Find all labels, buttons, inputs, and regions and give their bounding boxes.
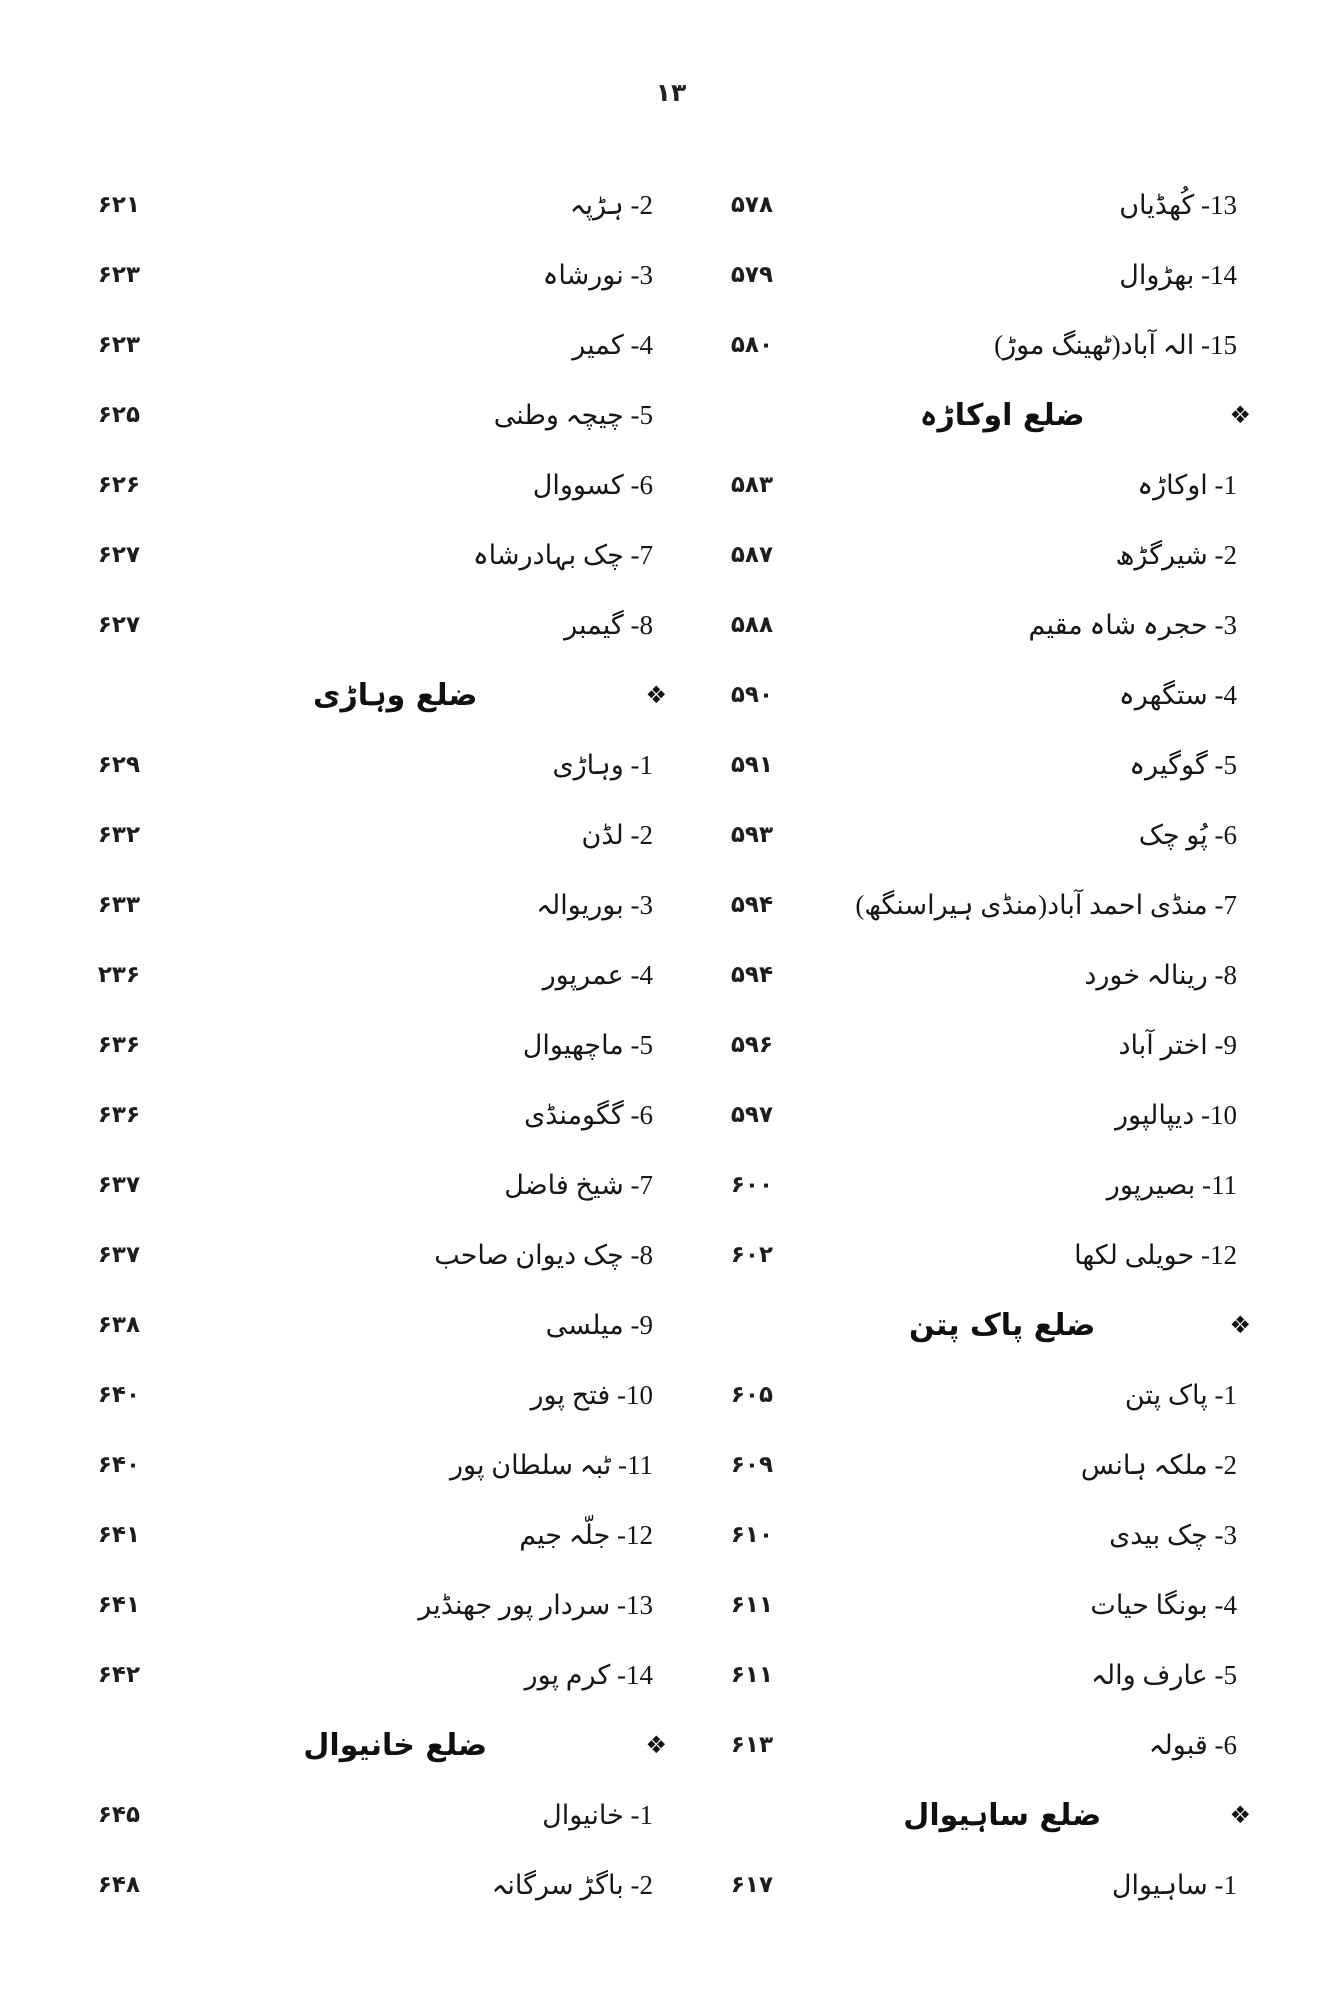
toc-entry-label: 3- حجرہ شاہ مقیم	[1028, 609, 1237, 640]
toc-row	[0, 1500, 1342, 1570]
toc-row	[0, 450, 1342, 520]
toc-entry-label: 10- فتح پور	[530, 1379, 653, 1410]
left-page-cell	[60, 1010, 140, 1080]
toc-entry-label: 5- گوگیرہ	[1129, 749, 1237, 780]
toc-entry-label: 5- عارف والہ	[1091, 1659, 1237, 1690]
toc-entry-page-number: ۶۲۷	[97, 612, 140, 638]
toc-entry-label: 5- ماچھیوال	[522, 1029, 653, 1060]
toc-entry-label: 5- چیچہ وطنی	[493, 399, 653, 430]
toc-entry-label: 2- ہڑپہ	[569, 189, 653, 220]
right-page-cell	[655, 800, 773, 870]
left-page-cell	[60, 660, 140, 730]
district-heading-row	[775, 397, 1251, 433]
toc-entry-label: 14- کرم پور	[524, 1659, 653, 1690]
toc-entry-page-number: ۶۴۵	[97, 1802, 140, 1828]
left-page-cell	[60, 870, 140, 940]
toc-entry-page-number: ۵۹۴	[730, 892, 773, 918]
right-page-cell	[655, 1220, 773, 1290]
toc-entry-page-number: ۶۲۳	[97, 262, 140, 288]
right-entry-cell	[775, 1220, 1237, 1290]
toc-entry-page-number: ۶۰۰	[730, 1172, 773, 1198]
toc-entry-page-number: ۵۹۴	[730, 962, 773, 988]
toc-entry-label: 9- اختر آباد	[1118, 1029, 1237, 1060]
left-entry-cell	[145, 1080, 653, 1150]
toc-entry-page-number: ۶۰۵	[730, 1382, 773, 1408]
left-entry-cell	[145, 1150, 653, 1220]
toc-entry-label: 2- لڈن	[581, 819, 653, 850]
right-page-cell	[655, 870, 773, 940]
left-entry-cell	[145, 660, 667, 730]
toc-entry-label: 8- گیمبر	[564, 609, 653, 640]
toc-entry-label: 12- حویلی لکھا	[1074, 1239, 1237, 1270]
left-page-cell	[60, 590, 140, 660]
right-entry-cell	[775, 1010, 1237, 1080]
left-page-cell	[60, 240, 140, 310]
left-entry-cell	[145, 800, 653, 870]
right-entry-cell	[775, 1080, 1237, 1150]
left-entry-cell	[145, 940, 653, 1010]
toc-entry-label: 1- خانیوال	[542, 1799, 653, 1830]
left-page-cell	[60, 450, 140, 520]
left-entry-cell	[145, 240, 653, 310]
right-entry-cell	[775, 1500, 1237, 1570]
left-entry-cell	[145, 310, 653, 380]
right-page-cell	[655, 450, 773, 520]
toc-entry-page-number: ۶۳۳	[97, 892, 140, 918]
left-page-cell	[60, 800, 140, 870]
right-page-cell	[655, 1640, 773, 1710]
right-entry-cell	[775, 870, 1237, 940]
left-page-cell	[60, 730, 140, 800]
toc-entry-page-number: ۵۹۶	[730, 1032, 773, 1058]
toc-row	[0, 1640, 1342, 1710]
left-page-cell	[60, 1500, 140, 1570]
left-page-cell	[60, 1360, 140, 1430]
left-entry-cell	[145, 170, 653, 240]
toc-entry-page-number: ۶۱۳	[730, 1732, 773, 1758]
toc-entry-label: 2- باگڑ سرگانہ	[491, 1869, 653, 1900]
toc-entry-label: 2- شیرگڑھ	[1115, 539, 1237, 570]
toc-entry-label: 1- اوکاڑہ	[1137, 469, 1237, 500]
toc-entry-page-number: ۶۰۲	[730, 1242, 773, 1268]
toc-entry-page-number: ۶۳۸	[97, 1312, 140, 1338]
left-entry-cell	[145, 1360, 653, 1430]
right-entry-cell	[775, 1430, 1237, 1500]
toc-entry-page-number: ۵۸۰	[730, 332, 773, 358]
toc-entry-label: 11- ٹبہ سلطان پور	[450, 1449, 653, 1480]
left-entry-cell	[145, 1570, 653, 1640]
right-entry-cell	[775, 1780, 1251, 1850]
toc-row	[0, 590, 1342, 660]
toc-row	[0, 240, 1342, 310]
toc-entry-page-number: ۵۸۷	[730, 542, 773, 568]
right-entry-cell	[775, 1640, 1237, 1710]
right-page-cell	[655, 380, 773, 450]
toc-entry-page-number: ۶۲۷	[97, 542, 140, 568]
toc-row	[0, 1080, 1342, 1150]
toc-entry-page-number: ۵۹۰	[730, 682, 773, 708]
right-page-cell	[655, 1080, 773, 1150]
left-page-cell	[60, 1570, 140, 1640]
right-page-cell	[655, 240, 773, 310]
toc-entry-label: 4- بونگا حیات	[1090, 1589, 1237, 1620]
left-entry-cell	[145, 1710, 667, 1780]
left-page-cell	[60, 1220, 140, 1290]
right-entry-cell	[775, 940, 1237, 1010]
left-page-cell	[60, 1640, 140, 1710]
toc-entry-page-number: ۵۷۸	[730, 192, 773, 218]
toc-entry-page-number: ۶۴۱	[97, 1522, 140, 1548]
right-page-cell	[655, 1780, 773, 1850]
right-page-cell	[655, 1150, 773, 1220]
toc-entry-page-number: ۶۳۶	[97, 1032, 140, 1058]
left-entry-cell	[145, 1430, 653, 1500]
toc-entry-page-number: ۶۴۸	[97, 1872, 140, 1898]
district-heading: ضلع ساہیوال	[903, 1797, 1102, 1833]
toc-entry-page-number: ۶۲۳	[97, 332, 140, 358]
left-page-cell	[60, 1780, 140, 1850]
right-entry-cell	[775, 660, 1237, 730]
toc-entry-page-number: ۶۲۶	[97, 472, 140, 498]
right-page-cell	[655, 520, 773, 590]
toc-entry-label: 4- ستگھرہ	[1118, 679, 1237, 710]
toc-entry-label: 3- چک بیدی	[1109, 1519, 1237, 1550]
page-number: ۱۳	[655, 78, 687, 107]
left-entry-cell	[145, 1010, 653, 1080]
toc-row	[0, 1570, 1342, 1640]
right-page-cell	[655, 1710, 773, 1780]
toc-entry-label: 3- بوریوالہ	[536, 889, 653, 920]
left-entry-cell	[145, 1640, 653, 1710]
left-page-cell	[60, 1850, 140, 1920]
toc-entry-page-number: ۶۴۱	[97, 1592, 140, 1618]
right-entry-cell	[775, 590, 1237, 660]
toc-entry-label: 4- عمرپور	[542, 959, 653, 990]
right-page-cell	[655, 170, 773, 240]
left-entry-cell	[145, 1850, 653, 1920]
toc-entry-page-number: ۶۱۰	[730, 1522, 773, 1548]
left-entry-cell	[145, 1500, 653, 1570]
toc-entry-page-number: ۵۷۹	[730, 262, 773, 288]
toc-entry-label: 1- پاک پتن	[1124, 1379, 1237, 1410]
toc-row	[0, 1430, 1342, 1500]
right-entry-cell	[775, 240, 1237, 310]
toc-entry-page-number: ۶۲۵	[97, 402, 140, 428]
left-entry-cell	[145, 380, 653, 450]
district-heading-row	[775, 1307, 1251, 1343]
right-page-cell	[655, 1570, 773, 1640]
right-entry-cell	[775, 450, 1237, 520]
right-page-cell	[655, 1850, 773, 1920]
toc-entry-label: 7- چک بہادرشاہ	[472, 539, 653, 570]
district-heading-row	[775, 1797, 1251, 1833]
toc-entry-page-number: ۶۱۱	[730, 1592, 773, 1618]
right-entry-cell	[775, 170, 1237, 240]
toc-entry-label: 9- میلسی	[545, 1309, 653, 1340]
toc-entry-label: 7- شیخ فاضل	[504, 1169, 653, 1200]
toc-entry-label: 15- الہ آباد(ٹھینگ موڑ)	[994, 329, 1237, 360]
section-diamond-icon: ❖	[645, 681, 667, 709]
right-entry-cell	[775, 800, 1237, 870]
toc-entry-label: 4- کمیر	[572, 329, 653, 360]
right-page-cell	[655, 1360, 773, 1430]
toc-entry-page-number: ۶۳۶	[97, 1102, 140, 1128]
right-entry-cell	[775, 310, 1237, 380]
toc-entry-page-number: ۶۱۱	[730, 1662, 773, 1688]
toc-row	[0, 940, 1342, 1010]
right-entry-cell	[775, 1290, 1251, 1360]
toc-entry-page-number: ۲۳۶	[97, 962, 140, 988]
toc-entry-label: 2- ملکہ ہانس	[1080, 1449, 1237, 1480]
toc-entry-page-number: ۶۳۷	[97, 1172, 140, 1198]
toc-entry-label: 11- بصیرپور	[1106, 1169, 1237, 1200]
left-page-cell	[60, 520, 140, 590]
toc-entry-page-number: ۵۹۱	[730, 752, 773, 778]
toc-row	[0, 660, 1342, 730]
toc-entry-page-number: ۶۲۱	[97, 192, 140, 218]
toc-row	[0, 1290, 1342, 1360]
toc-entry-label: 6- کسووال	[532, 469, 653, 500]
right-entry-cell	[775, 1570, 1237, 1640]
toc-row	[0, 310, 1342, 380]
toc-entry-label: 7- منڈی احمد آباد(منڈی ہیراسنگھ)	[855, 889, 1237, 920]
left-page-cell	[60, 940, 140, 1010]
toc-entry-label: 13- کُھڈیاں	[1119, 189, 1237, 220]
right-entry-cell	[775, 1360, 1237, 1430]
toc-row	[0, 1220, 1342, 1290]
toc-row	[0, 1710, 1342, 1780]
toc-entry-label: 10- دیپالپور	[1114, 1099, 1237, 1130]
toc-entry-label: 6- گگومنڈی	[524, 1099, 653, 1130]
section-diamond-icon: ❖	[645, 1731, 667, 1759]
toc-entry-page-number: ۵۹۳	[730, 822, 773, 848]
toc-row	[0, 800, 1342, 870]
right-entry-cell	[775, 730, 1237, 800]
toc-entry-label: 8- رینالہ خورد	[1084, 959, 1237, 990]
right-entry-cell	[775, 520, 1237, 590]
toc-entry-page-number: ۵۹۷	[730, 1102, 773, 1128]
toc-row	[0, 520, 1342, 590]
toc-entry-label: 3- نورشاہ	[542, 259, 653, 290]
toc-entry-page-number: ۶۲۹	[97, 752, 140, 778]
toc-entry-label: 12- جلّہ جیم	[519, 1519, 653, 1550]
toc-row	[0, 1780, 1342, 1850]
left-entry-cell	[145, 1220, 653, 1290]
right-page-cell	[655, 1430, 773, 1500]
district-heading: ضلع وہاڑی	[313, 677, 478, 713]
toc-entry-label: 1- ساہیوال	[1111, 1869, 1237, 1900]
toc-entry-page-number: ۶۰۹	[730, 1452, 773, 1478]
left-page-cell	[60, 1710, 140, 1780]
right-page-cell	[655, 660, 773, 730]
toc-entry-page-number: ۶۱۷	[730, 1872, 773, 1898]
toc-row	[0, 870, 1342, 940]
left-page-cell	[60, 170, 140, 240]
right-entry-cell	[775, 1710, 1237, 1780]
right-page-cell	[655, 1500, 773, 1570]
toc-row	[0, 170, 1342, 240]
left-entry-cell	[145, 520, 653, 590]
toc-entry-page-number: ۵۸۳	[730, 472, 773, 498]
toc-entry-label: 1- وہاڑی	[552, 749, 653, 780]
right-page-cell	[655, 1290, 773, 1360]
toc-entry-page-number: ۶۳۲	[97, 822, 140, 848]
right-entry-cell	[775, 1150, 1237, 1220]
right-entry-cell	[775, 380, 1251, 450]
toc-entry-label: 14- بھڑوال	[1119, 259, 1237, 290]
left-entry-cell	[145, 730, 653, 800]
toc-entry-page-number: ۶۴۰	[97, 1382, 140, 1408]
left-entry-cell	[145, 1780, 653, 1850]
district-heading: ضلع خانیوال	[303, 1727, 488, 1763]
toc-row	[0, 380, 1342, 450]
right-page-cell	[655, 940, 773, 1010]
right-page-cell	[655, 730, 773, 800]
left-page-cell	[60, 1080, 140, 1150]
right-entry-cell	[775, 1850, 1237, 1920]
toc-entry-page-number: ۵۸۸	[730, 612, 773, 638]
toc-entry-page-number: ۶۳۷	[97, 1242, 140, 1268]
toc-row	[0, 1010, 1342, 1080]
toc-entry-label: 6- قبولہ	[1148, 1729, 1237, 1760]
left-entry-cell	[145, 590, 653, 660]
toc-entry-label: 6- پُو چک	[1138, 819, 1237, 850]
left-page-cell	[60, 310, 140, 380]
toc-rows	[0, 170, 1342, 1920]
right-page-cell	[655, 590, 773, 660]
toc-row	[0, 1360, 1342, 1430]
left-page-cell	[60, 380, 140, 450]
section-diamond-icon: ❖	[1229, 401, 1251, 429]
left-entry-cell	[145, 870, 653, 940]
toc-row	[0, 730, 1342, 800]
section-diamond-icon: ❖	[1229, 1311, 1251, 1339]
toc-entry-page-number: ۶۴۰	[97, 1452, 140, 1478]
left-page-cell	[60, 1150, 140, 1220]
section-diamond-icon: ❖	[1229, 1801, 1251, 1829]
toc-entry-page-number: ۶۴۲	[97, 1662, 140, 1688]
left-entry-cell	[145, 450, 653, 520]
right-page-cell	[655, 1010, 773, 1080]
district-heading-row	[145, 677, 667, 713]
left-entry-cell	[145, 1290, 653, 1360]
district-heading: ضلع پاک پتن	[909, 1307, 1096, 1343]
right-page-cell	[655, 310, 773, 380]
toc-row	[0, 1850, 1342, 1920]
left-page-cell	[60, 1290, 140, 1360]
toc-entry-label: 8- چک دیوان صاحب	[434, 1239, 653, 1270]
district-heading: ضلع اوکاڑہ	[919, 397, 1085, 433]
toc-row	[0, 1150, 1342, 1220]
district-heading-row	[145, 1727, 667, 1763]
left-page-cell	[60, 1430, 140, 1500]
toc-entry-label: 13- سردار پور جھنڈیر	[418, 1589, 653, 1620]
